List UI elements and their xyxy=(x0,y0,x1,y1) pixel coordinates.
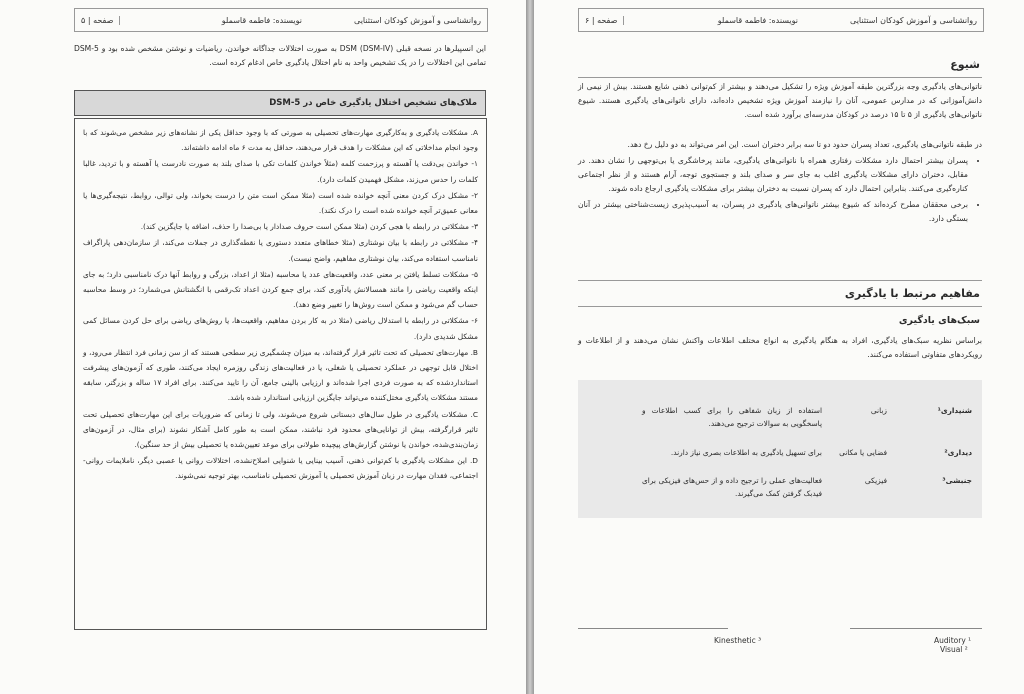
criterion-a4: ۴- مشکلاتی در رابطه با بیان نوشتاری (مثلا خطاهای متعدد دستوری یا نقطه‌گذاری در جملات می‌کند، از سازمان‌دهی پاراگراف نامناسب استفاده می‌کند، بیان نوشتاری مفاهیم، واضح نیست). xyxy=(83,238,478,263)
page-gutter xyxy=(526,0,534,694)
header-author: نویسنده: فاطمه قاسملو xyxy=(221,15,303,25)
header-page-number: صفحه | ۶ xyxy=(579,16,624,25)
criterion-a6: ۶- مشکلاتی در رابطه با استدلال ریاضی (مثلا در به کار بردن مفاهیم، واقعیت‌ها، یا روش‌های ریاضی برای حل کردن مسائل کمی مشکل شدیدی دارد). xyxy=(83,316,478,341)
style-description: استفاده از زبان شفاهی را برای کسب اطلاعات و پاسخگویی به سوالات ترجیح می‌دهند. xyxy=(642,406,822,428)
style-type: فضایی یا مکانی xyxy=(839,448,887,457)
style-description: برای تسهیل یادگیری به اطلاعات بصری نیاز دارند. xyxy=(670,448,822,457)
section-title-learning-styles: سبک‌های یادگیری xyxy=(898,315,980,326)
style-description: فعالیت‌های عملی را ترجیح داده و از حس‌های فیزیکی برای فیدبک گرفتن کمک می‌گیرند. xyxy=(642,476,822,498)
right-page xyxy=(534,0,1024,694)
section-rule xyxy=(578,280,982,281)
prevalence-bullets xyxy=(578,154,982,228)
section-rule xyxy=(578,306,982,307)
style-type: زبانی xyxy=(870,406,887,415)
section-title-prevalence: شیوع xyxy=(950,58,980,71)
criterion-a: A. مشکلات یادگیری و به‌کارگیری مهارت‌های تحصیلی به صورتی که با وجود حداقل یکی از نشانه‌های زیر مشخص می‌شوند که با وجود انجام مداخلاتی که این مشکلات را هدف قرار می‌دهند، حداقل به مدت ۶ ماه ادامه داشته‌اند. xyxy=(83,128,478,153)
intro-paragraph: این انسپیلرها در نسخه قبلی DSM (DSM-IV) به صورت اختلالات جداگانه خواندن، ریاضیات و نوشتن مشخص شده بود و DSM-5 تمامی این اختلالات را در یک تشخیص واحد به نام اختلال یادگیری خاص ادغام کرده است. xyxy=(74,44,487,67)
header-page-number: صفحه | ۵ xyxy=(75,16,120,25)
criterion-a3: ۳- مشکلاتی در رابطه با هجی کردن (مثلا ممکن است حروف صدادار یا بی‌صدا را حذف، اضافه یا جایگزین کند). xyxy=(140,222,478,232)
section-rule xyxy=(578,77,982,78)
learning-styles-paragraph: براساس نظریه سبک‌های یادگیری، افراد به هنگام یادگیری به انواع مختلف اطلاعات واکنش نشان می‌دهند و از اطلاعات و رویکردهای متفاوتی استفاده می‌کنند. xyxy=(578,336,982,359)
criterion-a5: ۵- مشکلات تسلط یافتن بر معنی عدد، واقعیت‌های عدد یا محاسبه (مثلا از اعداد، بزرگی و روابط آنها درک نامناسبی دارد؛ به جای اینکه واقعیت ریاضی را مانند همسالانش یادآوری کند، برای جمع کردن اعداد تک‌رقمی با انگشتانش می‌شمارد؛ در وسط محاسبه حساب گم می‌شود و ممکن است روش‌ها را تغییر وضع دهد). xyxy=(83,269,478,310)
criterion-a1: ۱- خواندن بی‌دقت یا آهسته و پرزحمت کلمه (مثلاً خواندن کلمات تکی با صدای بلند به صورت نادرست یا آهسته و با تردید، غالبا کلمات را حدس می‌زند، مشکل فهمیدن کلمات دارد). xyxy=(83,159,478,184)
footnote-visual: Visual ² xyxy=(940,645,968,654)
footnote-kinesthetic: Kinesthetic ³ xyxy=(714,636,762,645)
left-page-header xyxy=(74,8,488,32)
criterion-a2: ۲- مشکل درک کردن معنی آنچه خوانده شده است (مثلا ممکن است متن را درست بخواند، ولی توالی، روابط، نتیجه‌گیری‌ها یا معانی عمیق‌تر آنچه خوانده شده است را درک نکند). xyxy=(83,190,478,216)
header-title: روانشناسی و آموزش کودکان استثنایی xyxy=(354,15,481,25)
footnote-auditory: Auditory ¹ xyxy=(934,636,972,645)
criterion-c: C. مشکلات یادگیری در طول سال‌های دبستانی شروع می‌شوند، ولی تا زمانی که ضروریات برای این مهارت‌های تحصیلی تحت تاثیر قرارگرفته، بیش از توانایی‌های محدود فرد نباشند، ممکن است به طور کامل آشکار نشوند (برای مثال، در آزمون‌های زمان‌بندی‌شده، خواندن یا نوشتن گزارش‌های پیچیده طولانی برای موعد تعیین‌شده یا تحصیلی بیش از حد سنگین). xyxy=(83,409,478,450)
criterion-d: D. این مشکلات یادگیری با کم‌توانی ذهنی، آسیب بینایی یا شنوایی اصلاح‌نشده، اختلالات روانی یا عصبی دیگر، ناملایمات روانی-اجتماعی، فقدان مهارت در زبان آموزش تحصیلی یا آموزش تحصیلی نامناسب، بهتر توجیه نمی‌شوند. xyxy=(83,456,478,481)
prevalence-paragraph-2: در طبقه ناتوانی‌های یادگیری، تعداد پسران حدود دو تا سه برابر دختران است. این امر می‌تواند به دو دلیل رخ دهد. xyxy=(627,140,982,149)
style-name: دیداری² xyxy=(944,448,972,457)
criteria-box-title: ملاک‌های تشخیص اختلال یادگیری خاص در DSM-5 xyxy=(74,90,486,116)
learning-styles-table xyxy=(578,380,982,518)
right-page-header xyxy=(578,8,984,32)
criterion-b: B. مهارت‌های تحصیلی که تحت تاثیر قرار گرفته‌اند، به میزان چشمگیری زیر سطحی هستند که از سن زمانی فرد انتظار می‌رود، و اختلال قابل توجهی در عملکرد تحصیلی یا شغلی، یا در فعالیت‌های زندگی روزمره ایجاد می‌کنند، طوری که آزمون‌های پیشرفت استانداردشده که به صورت فردی اجرا شده‌اند و ارزیابی بالینی جامع، آن را تایید می‌کنند. برای افراد ۱۷ ساله و بزرگتر، سابقه مستند مشکلات یادگیری مختل‌کننده می‌تواند جایگزین ارزیابی استاندارد شده باشد. xyxy=(83,347,478,403)
criteria-box xyxy=(74,118,487,630)
bullet-item: • برخی محققان مطرح کرده‌اند که شیوع بیشتر ناتوانی‌های یادگیری در پسران، به آسیب‌پذیری زیست‌شناختی بیشتر در آنان بستگی دارد. xyxy=(578,198,968,226)
header-author: نویسنده: فاطمه قاسملو xyxy=(717,15,799,25)
bullet-item: • پسران بیشتر احتمال دارد مشکلات رفتاری همراه با ناتوانی‌های یادگیری، مانند پرخاشگری یا بی‌توجهی را نشان دهند. در مقابل، دختران دارای مشکلات یادگیری اغلب به جای سر و صدای بلند و جستجوی توجه، آرام هستند و از نظر اجتماعی کناره‌گیری می‌کنند. بنابراین احتمال دارد که پسران نسبت به دختران بیشتر برای مشکلات یادگیری ارجاع داده شوند. xyxy=(578,154,968,196)
section-title-related-concepts: مفاهیم مرتبط با یادگیری xyxy=(844,287,980,300)
style-name: شنیداری¹ xyxy=(937,406,972,415)
footnote-rule xyxy=(578,628,728,629)
footnote-rule xyxy=(850,628,982,629)
style-type: فیزیکی xyxy=(864,476,887,485)
header-title: روانشناسی و آموزش کودکان استثنایی xyxy=(850,15,977,25)
prevalence-paragraph: ناتوانی‌های یادگیری وجه بزرگترین طبقه آموزش ویژه را تشکیل می‌دهند و بیشتر از کم‌توانی ذهنی شایع هستند. بیش از نیمی از دانش‌آموزانی که در مدارس عمومی، آنان را نیازمند آموزش ویژه تشخیص داده‌اند، دارای ناتوانی‌های یادگیری هستند. شیوع ناتوانی‌های یادگیری از ۵ تا ۱۵ درصد در کودکان مدرسه‌ای برآورد شده است. xyxy=(578,82,982,119)
style-name: جنبشی³ xyxy=(942,476,972,485)
